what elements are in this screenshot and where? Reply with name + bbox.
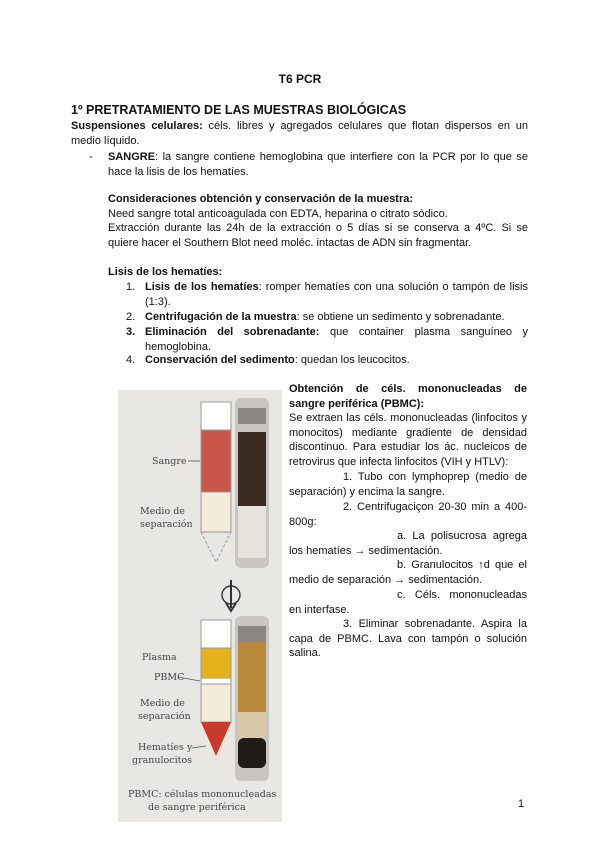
pbmc-step-2: 2. Centrifugaciçon 20-30 min a 400-800g:	[289, 501, 527, 528]
photo-tube-top-cap	[238, 408, 266, 424]
tube-bottom-medium	[201, 684, 231, 722]
list-item-label: Conservación del sedimento	[145, 354, 295, 366]
consideraciones-line1: Need sangre total anticoagulada con EDTA, heparina o citrato sódico.	[108, 208, 448, 220]
list-item-label: Eliminación del sobrenadante:	[145, 326, 320, 338]
consideraciones-line2: Extracción durante las 24h de la extracción o 5 días si se conserva a 4ºC. Si se quiere hacer el Southern Blot need moléc. intactas de ADN sin fragmentar.	[108, 222, 528, 249]
photo-tube-bottom-cap	[238, 626, 266, 642]
pbmc-figure-svg	[118, 390, 282, 822]
tube-bottom-pellet	[201, 722, 231, 756]
pbmc-figure	[118, 390, 282, 822]
tube-top-empty	[201, 402, 231, 430]
pbmc-sub-a: a. La polisucrosa agrega los hematíes → sedimentación.	[289, 530, 527, 557]
pbmc-step-1: 1. Tubo con lymphoprep (medio de separación) y encima la sangre.	[289, 471, 527, 498]
label-pbmc: PBMC	[154, 672, 185, 683]
label-sangre: Sangre	[152, 456, 187, 467]
list-item-number: 4.	[126, 354, 136, 366]
tube-bottom-empty	[201, 620, 231, 648]
tube-bottom-pbmc	[201, 678, 231, 684]
tube-top-medium	[201, 492, 231, 532]
list-item-number: 1.	[126, 281, 136, 293]
label-medio-2b: separación	[138, 711, 191, 722]
intro-label: Suspensiones celulares:	[71, 120, 203, 132]
pbmc-sub-b: b. Granulocitos ↑d que el medio de separación → sedimentación.	[289, 559, 527, 586]
section-heading: 1º PRETRATAMIENTO DE LAS MUESTRAS BIOLÓGICAS	[71, 103, 407, 117]
tube-top-tip	[201, 532, 231, 562]
label-plasma: Plasma	[142, 652, 177, 663]
consideraciones-heading: Consideraciones obtención y conservación de la muestra:	[108, 193, 414, 205]
list-item-text: : quedan los leucocitos.	[294, 354, 410, 366]
tube-top-blood	[201, 430, 231, 492]
photo-tube-top-medium	[238, 506, 266, 558]
photo-tube-bottom-medium	[238, 712, 266, 738]
intro-text: céls. libres y agregados celulares que flotan dispersos en un medio líquido.	[71, 120, 528, 147]
photo-tube-bottom-plasma	[238, 642, 266, 712]
page-title: T6 PCR	[278, 72, 322, 86]
figure-caption-1: PBMC: células mononucleadas	[128, 789, 277, 800]
tube-bottom-plasma	[201, 648, 231, 678]
sangre-label: SANGRE	[108, 151, 156, 163]
label-medio-1b: separación	[140, 519, 193, 530]
list-item-number: 3.	[126, 326, 136, 338]
list-item	[145, 325, 528, 354]
list-item-label: Centrifugación de la muestra	[145, 311, 297, 323]
pbmc-step-3: 3. Eliminar sobrenadante. Aspira la capa de PBMC. Lava con tampón o solución salina.	[289, 618, 527, 660]
photo-tube-top-blood	[238, 432, 266, 506]
label-medio-1: Medio de	[140, 506, 185, 517]
list-item-text: que container plasma sanguíneo y hemoglobina.	[145, 326, 528, 353]
label-arrow	[192, 746, 206, 748]
lisis-heading: Lisis de los hematíes:	[108, 266, 223, 278]
list-item-text: : romper hematíes con una solución o tampón de lisis (1:3).	[145, 281, 528, 308]
page-number: 1	[518, 798, 525, 810]
list-item-label: Lisis de los hematíes	[145, 281, 259, 293]
list-item	[145, 280, 528, 309]
label-granulocitos: granulocitos	[132, 755, 193, 766]
photo-tube-bottom-pellet	[238, 738, 266, 768]
figure-caption-2: de sangre periférica	[148, 802, 246, 813]
list-item-number: 2.	[126, 311, 136, 323]
pbmc-intro: Se extraen las céls. mononucleadas (linfocitos y monocitos) mediante gradiente de densidad discontinuo. Para estudiar los ác. nucleicos de retrovirus que infecta linfocitos (VIH y HTLV):	[289, 412, 527, 468]
sangre-text: : la sangre contiene hemoglobina que interfiere con la PCR por lo que se hace la lisis de los hematíes.	[108, 151, 528, 178]
pbmc-sub-c: c. Céls. mononucleadas en interfase.	[289, 589, 527, 616]
bullet-dash: -	[89, 151, 93, 163]
label-hematies: Hematíes y	[138, 742, 193, 753]
list-item	[145, 310, 528, 325]
intro-paragraph	[71, 119, 528, 148]
label-medio-2: Medio de	[140, 698, 185, 709]
pbmc-heading: Obtención de céls. mononucleadas de sangre periférica (PBMC):	[289, 383, 527, 410]
sangre-paragraph	[108, 150, 528, 179]
list-item	[145, 353, 528, 368]
list-item-text: : se obtiene un sedimento y sobrenadante.	[296, 311, 505, 323]
